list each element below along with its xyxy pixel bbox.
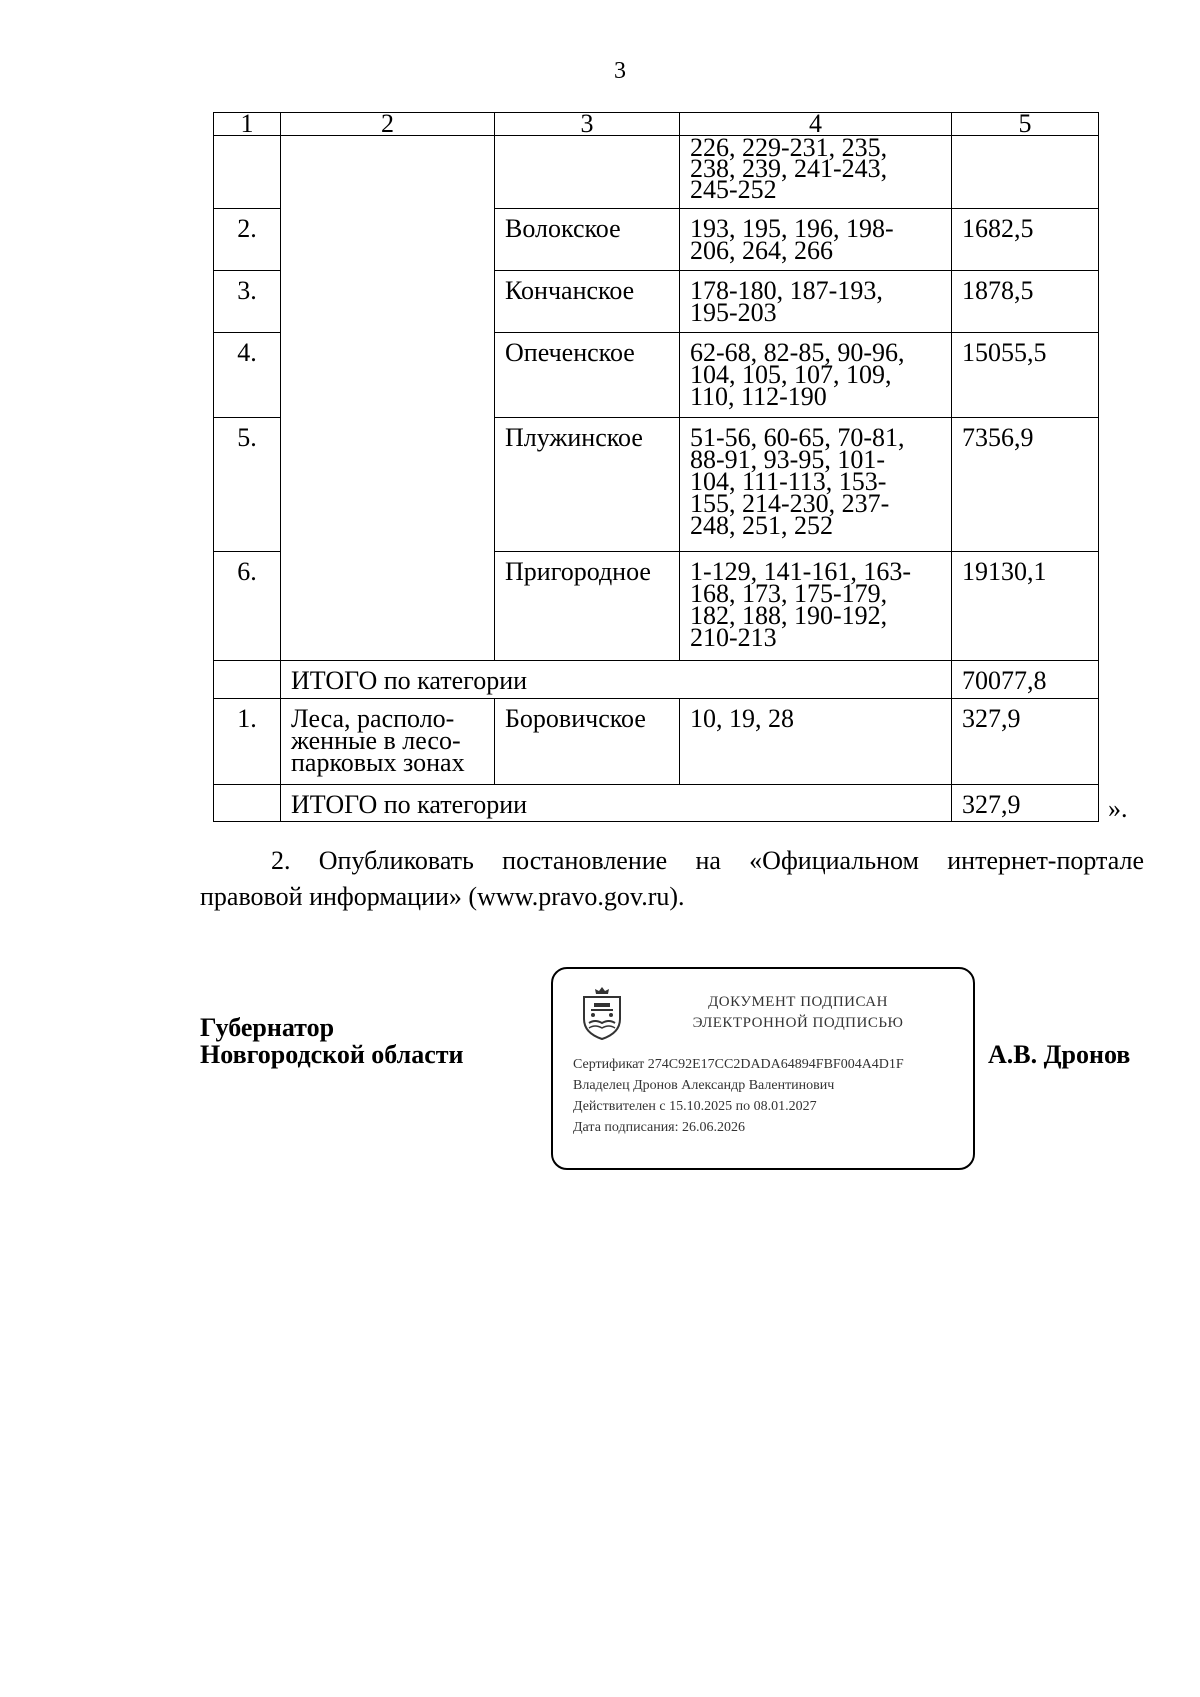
forestry-name: Волокское [495, 209, 680, 271]
row-number: 5. [214, 418, 281, 552]
signing-date: Дата подписания: 26.06.2026 [573, 1120, 746, 1135]
total-value: 70077,8 [952, 661, 1099, 699]
forestry-name: Плужинское [495, 418, 680, 552]
page-number: 3 [614, 58, 626, 84]
area-value: 15055,5 [952, 333, 1099, 418]
header-cell: 3 [495, 113, 680, 136]
quarter-numbers: 178-180, 187-193, 195-203 [680, 271, 952, 333]
forest-quarters-table [213, 109, 1099, 822]
quarter-numbers: 193, 195, 196, 198- 206, 264, 266 [680, 209, 952, 271]
area-value: 327,9 [952, 699, 1099, 785]
row-number: 2. [214, 209, 281, 271]
table-header-row [214, 113, 1099, 136]
forestry-name [495, 136, 680, 209]
total-row [214, 785, 1099, 822]
area-value: 7356,9 [952, 418, 1099, 552]
quarter-numbers: 1-129, 141-161, 163- 168, 173, 175-179, 182, 188, 190-192, 210-213 [680, 552, 952, 661]
area-value [952, 136, 1099, 209]
header-cell: 1 [214, 113, 281, 136]
certificate-number: Сертификат 274C92E17CC2DADA64894FBF004A4D1F [573, 1057, 904, 1072]
header-cell: 4 [680, 113, 952, 136]
total-row [214, 661, 1099, 699]
total-value: 327,9 [952, 785, 1099, 822]
forestry-name: Боровичское [495, 699, 680, 785]
empty-cell [214, 661, 281, 699]
row-number: 1. [214, 699, 281, 785]
total-label: ИТОГО по категории [281, 785, 952, 822]
total-label: ИТОГО по категории [281, 661, 952, 699]
quarter-numbers: 51-56, 60-65, 70-81, 88-91, 93-95, 101- 104, 111-113, 153- 155, 214-230, 237- 248, 251, 252 [680, 418, 952, 552]
table-row [214, 699, 1099, 785]
publication-paragraph: 2. Опубликовать постановление на «Официальном интернет-портале правовой информации» (www.pravo.gov.ru). [200, 846, 1144, 911]
stamp-details [573, 1054, 904, 1138]
empty-cell [214, 785, 281, 822]
category-cell [281, 136, 495, 661]
row-number: 3. [214, 271, 281, 333]
category-cell: Леса, располо- женные в лесо- парковых зонах [281, 699, 495, 785]
quarter-numbers: 226, 229-231, 235, 238, 239, 241-243, 245-252 [680, 136, 952, 209]
stamp-header [633, 992, 963, 1034]
governor-title: Губернатор Новгородской области [200, 1013, 464, 1069]
row-number: 6. [214, 552, 281, 661]
novgorod-coat-of-arms-icon [579, 985, 625, 1041]
row-number [214, 136, 281, 209]
forestry-name: Пригородное [495, 552, 680, 661]
signer-name: А.В. Дронов [988, 1040, 1131, 1069]
row-number: 4. [214, 333, 281, 418]
header-cell: 2 [281, 113, 495, 136]
stamp-header-line: ЭЛЕКТРОННОЙ ПОДПИСЬЮ [692, 1015, 904, 1031]
closing-quote: ». [1108, 794, 1128, 823]
quarter-numbers: 10, 19, 28 [680, 699, 952, 785]
certificate-validity: Действителен с 15.10.2025 по 08.01.2027 [573, 1099, 817, 1114]
area-value: 1878,5 [952, 271, 1099, 333]
area-value: 1682,5 [952, 209, 1099, 271]
certificate-owner: Владелец Дронов Александр Валентинович [573, 1078, 835, 1093]
quarter-numbers: 62-68, 82-85, 90-96, 104, 105, 107, 109, 110, 112-190 [680, 333, 952, 418]
stamp-header-line: ДОКУМЕНТ ПОДПИСАН [708, 994, 888, 1010]
area-value: 19130,1 [952, 552, 1099, 661]
header-cell: 5 [952, 113, 1099, 136]
forestry-name: Кончанское [495, 271, 680, 333]
table-row [214, 136, 1099, 209]
electronic-signature-stamp [551, 967, 975, 1170]
forestry-name: Опеченское [495, 333, 680, 418]
